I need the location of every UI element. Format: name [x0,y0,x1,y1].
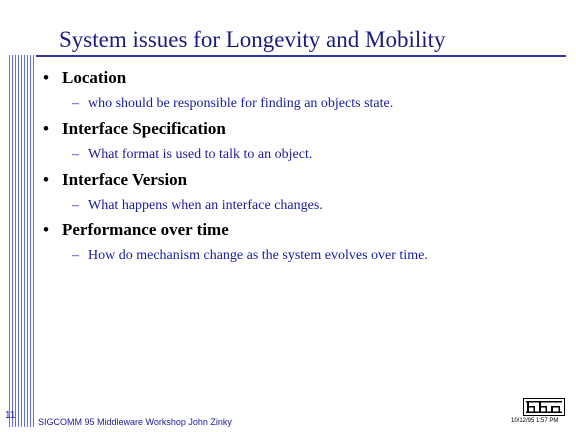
bullet-heading: Performance over time [62,220,229,239]
sub-dash: – [72,96,79,111]
bbn-logo-icon [523,398,565,416]
title-underline [10,55,566,57]
sub-text: How do mechanism change as the system evolves over time. [88,248,428,263]
slide-title: System issues for Longevity and Mobility [59,27,446,52]
sub-text: What happens when an interface changes. [88,198,323,213]
sub-dash: – [72,248,79,263]
bullet-item-interface-specification [43,119,226,139]
sub-item-interface-version [72,198,323,214]
bullet-heading: Interface Specification [62,119,226,138]
sub-item-location [72,96,393,112]
sub-dash: – [72,147,79,162]
bullet-marker: • [43,119,49,138]
bullet-heading: Interface Version [62,170,188,189]
footer-timestamp: 10/12/95 1:57 PM [511,418,559,424]
bullet-marker: • [43,170,49,189]
bullet-item-performance-over-time [43,220,229,240]
page-number: 11 [5,410,16,421]
sub-dash: – [72,198,79,213]
sub-item-interface-specification [72,147,312,163]
bullet-heading: Location [62,68,127,87]
bullet-item-location [43,68,126,88]
footer-presenter-text: SIGCOMM 95 Middleware Workshop John Zinky [38,417,232,427]
bullet-marker: • [43,68,49,87]
sub-item-performance-over-time [72,248,428,264]
bullet-marker: • [43,220,49,239]
left-decorative-bar [9,55,36,427]
sub-text: who should be responsible for finding an objects state. [88,96,394,111]
sub-text: What format is used to talk to an object. [88,147,313,162]
bullet-item-interface-version [43,170,187,190]
